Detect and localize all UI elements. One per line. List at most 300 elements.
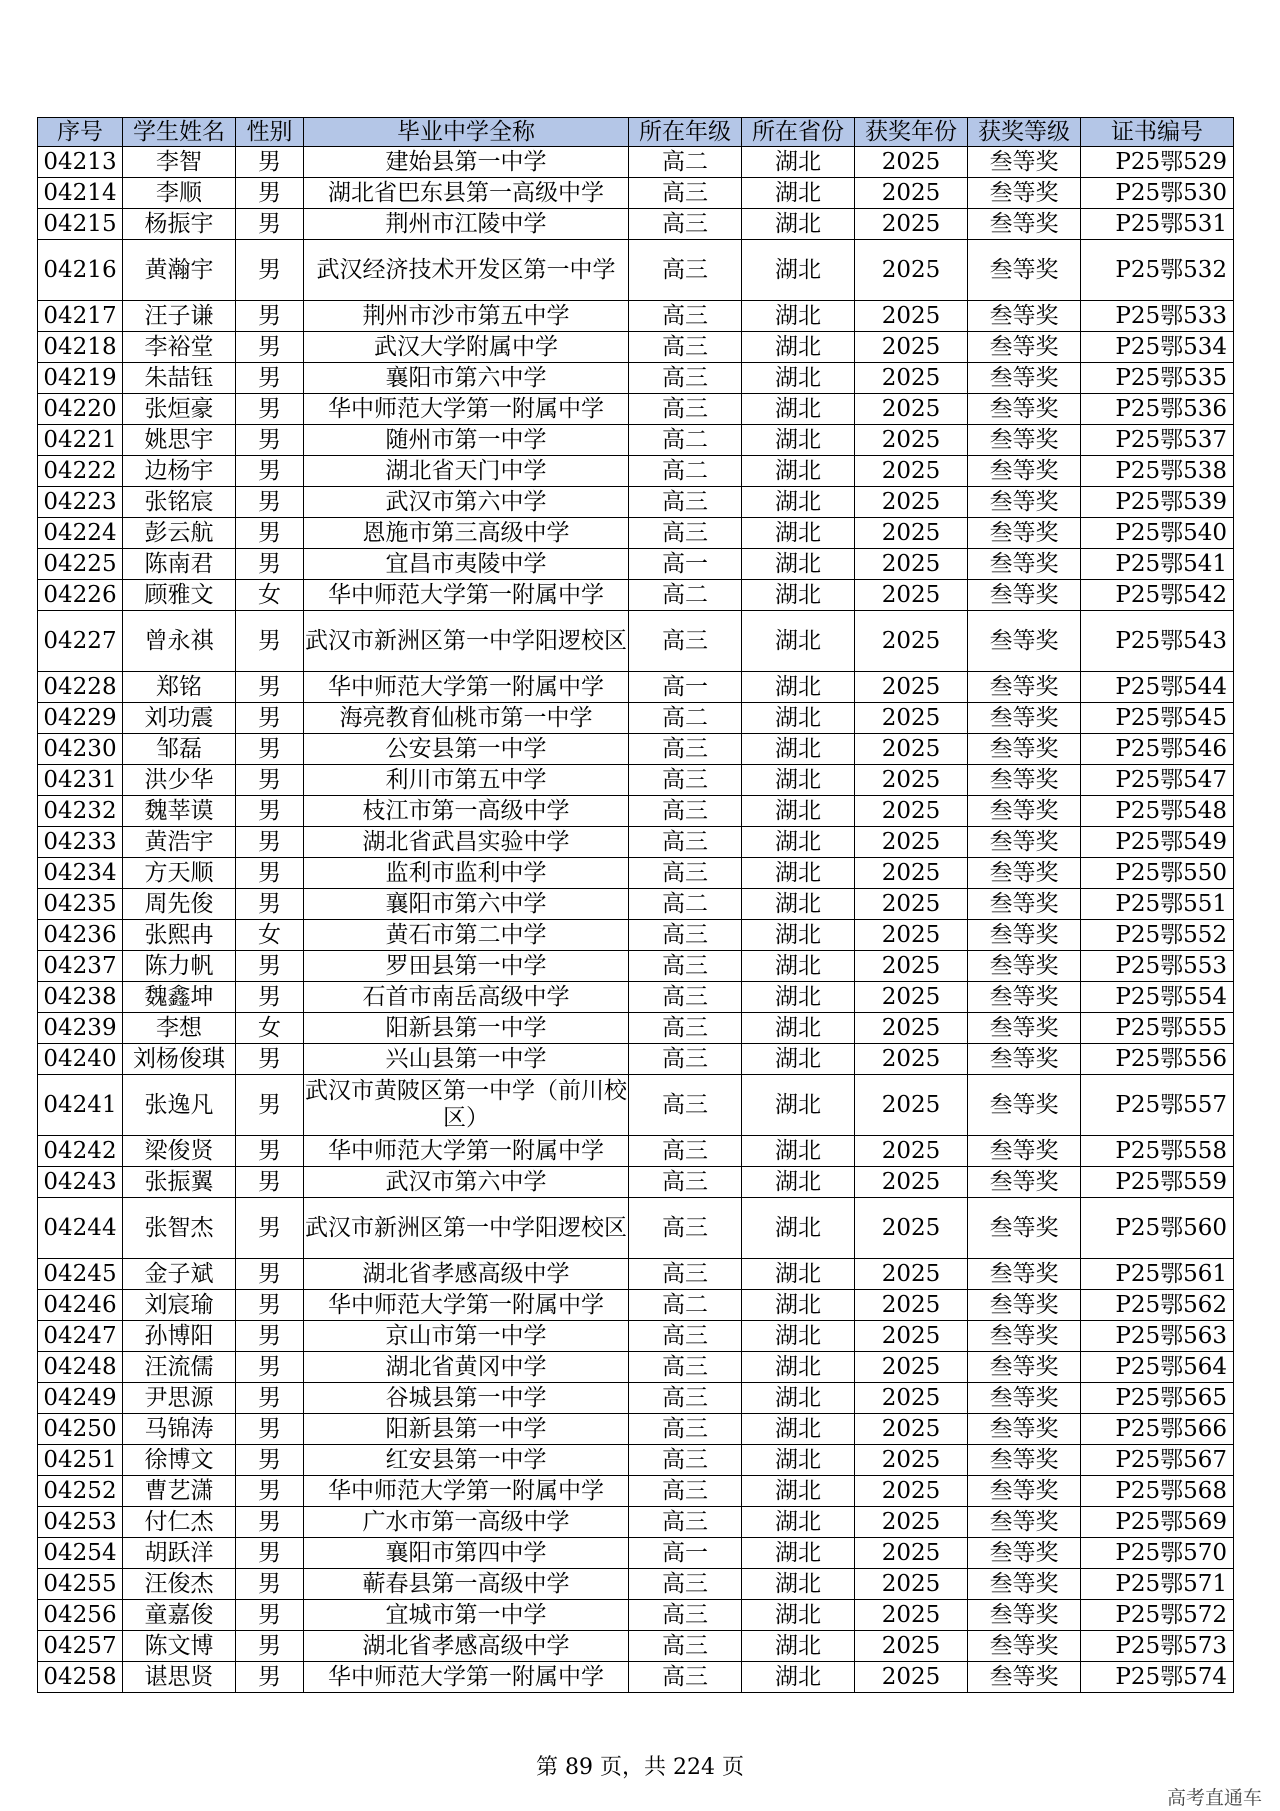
grade-cell: 高二 [629,456,742,487]
gender-cell: 男 [236,209,304,240]
gender-cell: 男 [236,1044,304,1075]
province-cell: 湖北 [742,1476,855,1507]
province-cell: 湖北 [742,1662,855,1693]
province-cell: 湖北 [742,209,855,240]
cert-cell: P25鄂561 [1081,1259,1234,1290]
year-cell: 2025 [855,394,968,425]
table-row [38,1600,1234,1631]
school-cell: 湖北省黄冈中学 [304,1352,629,1383]
grade-cell: 高三 [629,209,742,240]
year-cell: 2025 [855,363,968,394]
name-cell: 张振翼 [123,1167,236,1198]
province-cell: 湖北 [742,982,855,1013]
grade-cell: 高二 [629,425,742,456]
header-cell-seq: 序号 [38,118,123,147]
grade-cell: 高三 [629,363,742,394]
school-cell: 华中师范大学第一附属中学 [304,1290,629,1321]
seq-cell: 04254 [38,1538,123,1569]
school-cell: 监利市监利中学 [304,858,629,889]
cert-cell: P25鄂539 [1081,487,1234,518]
gender-cell: 男 [236,425,304,456]
gender-cell: 男 [236,1600,304,1631]
seq-cell: 04241 [38,1075,123,1136]
province-cell: 湖北 [742,394,855,425]
seq-cell: 04233 [38,827,123,858]
gender-cell: 男 [236,1414,304,1445]
award-table [37,117,1234,1693]
table-row [38,178,1234,209]
name-cell: 洪少华 [123,765,236,796]
gender-cell: 男 [236,951,304,982]
table-row [38,1445,1234,1476]
gender-cell: 男 [236,518,304,549]
seq-cell: 04258 [38,1662,123,1693]
province-cell: 湖北 [742,363,855,394]
school-cell: 建始县第一中学 [304,147,629,178]
name-cell: 魏莘谟 [123,796,236,827]
year-cell: 2025 [855,487,968,518]
grade-cell: 高三 [629,982,742,1013]
seq-cell: 04245 [38,1259,123,1290]
level-cell: 叁等奖 [968,1136,1081,1167]
seq-cell: 04223 [38,487,123,518]
gender-cell: 男 [236,363,304,394]
school-cell: 湖北省巴东县第一高级中学 [304,178,629,209]
level-cell: 叁等奖 [968,1383,1081,1414]
province-cell: 湖北 [742,1600,855,1631]
table-row [38,580,1234,611]
name-cell: 徐博文 [123,1445,236,1476]
school-cell: 武汉经济技术开发区第一中学 [304,240,629,301]
school-cell: 恩施市第三高级中学 [304,518,629,549]
name-cell: 李想 [123,1013,236,1044]
school-cell: 黄石市第二中学 [304,920,629,951]
grade-cell: 高二 [629,580,742,611]
seq-cell: 04224 [38,518,123,549]
name-cell: 谌思贤 [123,1662,236,1693]
name-cell: 邹磊 [123,734,236,765]
name-cell: 曹艺潇 [123,1476,236,1507]
level-cell: 叁等奖 [968,1013,1081,1044]
cert-cell: P25鄂548 [1081,796,1234,827]
grade-cell: 高一 [629,549,742,580]
table-row [38,1507,1234,1538]
cert-cell: P25鄂533 [1081,301,1234,332]
cert-cell: P25鄂534 [1081,332,1234,363]
level-cell: 叁等奖 [968,796,1081,827]
cert-cell: P25鄂547 [1081,765,1234,796]
cert-cell: P25鄂568 [1081,1476,1234,1507]
grade-cell: 高三 [629,394,742,425]
name-cell: 李裕堂 [123,332,236,363]
year-cell: 2025 [855,1414,968,1445]
table-row [38,827,1234,858]
name-cell: 边杨宇 [123,456,236,487]
gender-cell: 男 [236,1167,304,1198]
seq-cell: 04253 [38,1507,123,1538]
province-cell: 湖北 [742,178,855,209]
school-cell: 湖北省武昌实验中学 [304,827,629,858]
seq-cell: 04214 [38,178,123,209]
cert-cell: P25鄂532 [1081,240,1234,301]
table-row [38,487,1234,518]
name-cell: 姚思宇 [123,425,236,456]
header-cell-cert: 证书编号 [1081,118,1234,147]
school-cell: 湖北省孝感高级中学 [304,1259,629,1290]
grade-cell: 高三 [629,518,742,549]
province-cell: 湖北 [742,456,855,487]
seq-cell: 04226 [38,580,123,611]
name-cell: 杨振宇 [123,209,236,240]
table-row [38,394,1234,425]
brand-label: 高考直通车 [1166,1787,1262,1809]
table-row [38,1136,1234,1167]
table-row [38,1075,1234,1136]
school-cell: 襄阳市第六中学 [304,889,629,920]
school-cell: 广水市第一高级中学 [304,1507,629,1538]
gender-cell: 男 [236,796,304,827]
year-cell: 2025 [855,1013,968,1044]
table-row [38,982,1234,1013]
cert-cell: P25鄂573 [1081,1631,1234,1662]
grade-cell: 高三 [629,827,742,858]
level-cell: 叁等奖 [968,1538,1081,1569]
name-cell: 张逸凡 [123,1075,236,1136]
school-cell: 荆州市江陵中学 [304,209,629,240]
gender-cell: 男 [236,672,304,703]
table-row [38,796,1234,827]
table-row [38,858,1234,889]
gender-cell: 男 [236,889,304,920]
grade-cell: 高三 [629,1013,742,1044]
school-cell: 武汉市黄陂区第一中学（前川校区） [304,1075,629,1136]
school-cell: 华中师范大学第一附属中学 [304,394,629,425]
cert-cell: P25鄂554 [1081,982,1234,1013]
name-cell: 彭云航 [123,518,236,549]
level-cell: 叁等奖 [968,1662,1081,1693]
school-cell: 阳新县第一中学 [304,1414,629,1445]
cert-cell: P25鄂569 [1081,1507,1234,1538]
school-cell: 红安县第一中学 [304,1445,629,1476]
grade-cell: 高三 [629,858,742,889]
year-cell: 2025 [855,1136,968,1167]
gender-cell: 男 [236,147,304,178]
level-cell: 叁等奖 [968,580,1081,611]
name-cell: 朱喆钰 [123,363,236,394]
school-cell: 华中师范大学第一附属中学 [304,1662,629,1693]
province-cell: 湖北 [742,1044,855,1075]
year-cell: 2025 [855,209,968,240]
name-cell: 童嘉俊 [123,1600,236,1631]
cert-cell: P25鄂545 [1081,703,1234,734]
cert-cell: P25鄂552 [1081,920,1234,951]
header-cell-grade: 所在年级 [629,118,742,147]
gender-cell: 男 [236,1136,304,1167]
year-cell: 2025 [855,1383,968,1414]
grade-cell: 高三 [629,765,742,796]
name-cell: 张铭宸 [123,487,236,518]
cert-cell: P25鄂542 [1081,580,1234,611]
province-cell: 湖北 [742,889,855,920]
header-cell-gender: 性别 [236,118,304,147]
seq-cell: 04217 [38,301,123,332]
header-cell-level: 获奖等级 [968,118,1081,147]
level-cell: 叁等奖 [968,1445,1081,1476]
name-cell: 刘功震 [123,703,236,734]
name-cell: 张熙冉 [123,920,236,951]
level-cell: 叁等奖 [968,889,1081,920]
cert-cell: P25鄂553 [1081,951,1234,982]
province-cell: 湖北 [742,1167,855,1198]
level-cell: 叁等奖 [968,1414,1081,1445]
level-cell: 叁等奖 [968,920,1081,951]
seq-cell: 04243 [38,1167,123,1198]
cert-cell: P25鄂558 [1081,1136,1234,1167]
cert-cell: P25鄂549 [1081,827,1234,858]
table-row [38,1538,1234,1569]
level-cell: 叁等奖 [968,147,1081,178]
table-row [38,363,1234,394]
level-cell: 叁等奖 [968,1600,1081,1631]
table-row [38,1383,1234,1414]
gender-cell: 男 [236,1352,304,1383]
gender-cell: 男 [236,703,304,734]
school-cell: 随州市第一中学 [304,425,629,456]
province-cell: 湖北 [742,549,855,580]
table-row [38,1414,1234,1445]
province-cell: 湖北 [742,1569,855,1600]
year-cell: 2025 [855,549,968,580]
gender-cell: 男 [236,1538,304,1569]
name-cell: 金子斌 [123,1259,236,1290]
cert-cell: P25鄂564 [1081,1352,1234,1383]
seq-cell: 04227 [38,611,123,672]
level-cell: 叁等奖 [968,332,1081,363]
school-cell: 华中师范大学第一附属中学 [304,1476,629,1507]
school-cell: 武汉市第六中学 [304,487,629,518]
seq-cell: 04235 [38,889,123,920]
table-body [38,147,1234,1693]
seq-cell: 04219 [38,363,123,394]
gender-cell: 男 [236,765,304,796]
level-cell: 叁等奖 [968,1075,1081,1136]
name-cell: 黄浩宇 [123,827,236,858]
gender-cell: 男 [236,1259,304,1290]
year-cell: 2025 [855,1445,968,1476]
gender-cell: 男 [236,1290,304,1321]
name-cell: 曾永祺 [123,611,236,672]
grade-cell: 高二 [629,147,742,178]
page-footer: 第 89 页，共 224 页 [536,1755,744,1780]
name-cell: 尹思源 [123,1383,236,1414]
header-cell-province: 所在省份 [742,118,855,147]
province-cell: 湖北 [742,147,855,178]
grade-cell: 高三 [629,1414,742,1445]
province-cell: 湖北 [742,332,855,363]
year-cell: 2025 [855,580,968,611]
year-cell: 2025 [855,1631,968,1662]
header-cell-year: 获奖年份 [855,118,968,147]
table-row [38,765,1234,796]
gender-cell: 男 [236,982,304,1013]
cert-cell: P25鄂559 [1081,1167,1234,1198]
table-row [38,703,1234,734]
seq-cell: 04240 [38,1044,123,1075]
school-cell: 阳新县第一中学 [304,1013,629,1044]
year-cell: 2025 [855,1569,968,1600]
year-cell: 2025 [855,734,968,765]
table-row [38,672,1234,703]
level-cell: 叁等奖 [968,703,1081,734]
year-cell: 2025 [855,672,968,703]
name-cell: 胡跃洋 [123,1538,236,1569]
level-cell: 叁等奖 [968,1198,1081,1259]
seq-cell: 04229 [38,703,123,734]
gender-cell: 男 [236,332,304,363]
gender-cell: 男 [236,487,304,518]
seq-cell: 04244 [38,1198,123,1259]
level-cell: 叁等奖 [968,178,1081,209]
table-row [38,1352,1234,1383]
year-cell: 2025 [855,1538,968,1569]
school-cell: 宜城市第一中学 [304,1600,629,1631]
gender-cell: 女 [236,580,304,611]
grade-cell: 高三 [629,1600,742,1631]
name-cell: 汪子谦 [123,301,236,332]
grade-cell: 高三 [629,487,742,518]
province-cell: 湖北 [742,1445,855,1476]
school-cell: 公安县第一中学 [304,734,629,765]
grade-cell: 高三 [629,240,742,301]
school-cell: 海亮教育仙桃市第一中学 [304,703,629,734]
cert-cell: P25鄂572 [1081,1600,1234,1631]
province-cell: 湖北 [742,425,855,456]
seq-cell: 04230 [38,734,123,765]
year-cell: 2025 [855,827,968,858]
school-cell: 武汉市第六中学 [304,1167,629,1198]
table-row [38,1569,1234,1600]
province-cell: 湖北 [742,1631,855,1662]
level-cell: 叁等奖 [968,394,1081,425]
province-cell: 湖北 [742,1321,855,1352]
grade-cell: 高三 [629,301,742,332]
seq-cell: 04256 [38,1600,123,1631]
gender-cell: 男 [236,456,304,487]
name-cell: 汪俊杰 [123,1569,236,1600]
school-cell: 华中师范大学第一附属中学 [304,580,629,611]
gender-cell: 男 [236,1075,304,1136]
table-row [38,611,1234,672]
grade-cell: 高三 [629,1383,742,1414]
province-cell: 湖北 [742,240,855,301]
level-cell: 叁等奖 [968,1259,1081,1290]
year-cell: 2025 [855,1507,968,1538]
seq-cell: 04249 [38,1383,123,1414]
name-cell: 陈力帆 [123,951,236,982]
table-row [38,518,1234,549]
name-cell: 方天顺 [123,858,236,889]
cert-cell: P25鄂566 [1081,1414,1234,1445]
name-cell: 顾雅文 [123,580,236,611]
level-cell: 叁等奖 [968,1167,1081,1198]
year-cell: 2025 [855,1075,968,1136]
grade-cell: 高一 [629,672,742,703]
cert-cell: P25鄂529 [1081,147,1234,178]
cert-cell: P25鄂538 [1081,456,1234,487]
gender-cell: 男 [236,1476,304,1507]
level-cell: 叁等奖 [968,951,1081,982]
seq-cell: 04221 [38,425,123,456]
province-cell: 湖北 [742,1198,855,1259]
school-cell: 武汉市新洲区第一中学阳逻校区 [304,611,629,672]
province-cell: 湖北 [742,1136,855,1167]
header-cell-name: 学生姓名 [123,118,236,147]
province-cell: 湖北 [742,1290,855,1321]
table-row [38,1167,1234,1198]
level-cell: 叁等奖 [968,456,1081,487]
cert-cell: P25鄂574 [1081,1662,1234,1693]
grade-cell: 高三 [629,734,742,765]
grade-cell: 高三 [629,951,742,982]
seq-cell: 04255 [38,1569,123,1600]
name-cell: 付仁杰 [123,1507,236,1538]
table-row [38,549,1234,580]
gender-cell: 男 [236,1569,304,1600]
grade-cell: 高三 [629,1352,742,1383]
seq-cell: 04228 [38,672,123,703]
table-row [38,951,1234,982]
name-cell: 李智 [123,147,236,178]
province-cell: 湖北 [742,1414,855,1445]
cert-cell: P25鄂550 [1081,858,1234,889]
seq-cell: 04231 [38,765,123,796]
level-cell: 叁等奖 [968,672,1081,703]
table-row [38,1198,1234,1259]
school-cell: 湖北省孝感高级中学 [304,1631,629,1662]
grade-cell: 高二 [629,703,742,734]
level-cell: 叁等奖 [968,363,1081,394]
school-cell: 宜昌市夷陵中学 [304,549,629,580]
gender-cell: 男 [236,240,304,301]
level-cell: 叁等奖 [968,1569,1081,1600]
level-cell: 叁等奖 [968,1321,1081,1352]
level-cell: 叁等奖 [968,1476,1081,1507]
cert-cell: P25鄂567 [1081,1445,1234,1476]
gender-cell: 男 [236,394,304,425]
year-cell: 2025 [855,147,968,178]
grade-cell: 高一 [629,1538,742,1569]
cert-cell: P25鄂536 [1081,394,1234,425]
school-cell: 蕲春县第一高级中学 [304,1569,629,1600]
gender-cell: 男 [236,1507,304,1538]
grade-cell: 高三 [629,1136,742,1167]
cert-cell: P25鄂556 [1081,1044,1234,1075]
seq-cell: 04246 [38,1290,123,1321]
seq-cell: 04216 [38,240,123,301]
gender-cell: 男 [236,178,304,209]
cert-cell: P25鄂541 [1081,549,1234,580]
year-cell: 2025 [855,765,968,796]
gender-cell: 男 [236,734,304,765]
name-cell: 孙博阳 [123,1321,236,1352]
school-cell: 利川市第五中学 [304,765,629,796]
table-row [38,240,1234,301]
name-cell: 魏鑫坤 [123,982,236,1013]
seq-cell: 04215 [38,209,123,240]
province-cell: 湖北 [742,951,855,982]
table-row [38,1631,1234,1662]
school-cell: 襄阳市第四中学 [304,1538,629,1569]
